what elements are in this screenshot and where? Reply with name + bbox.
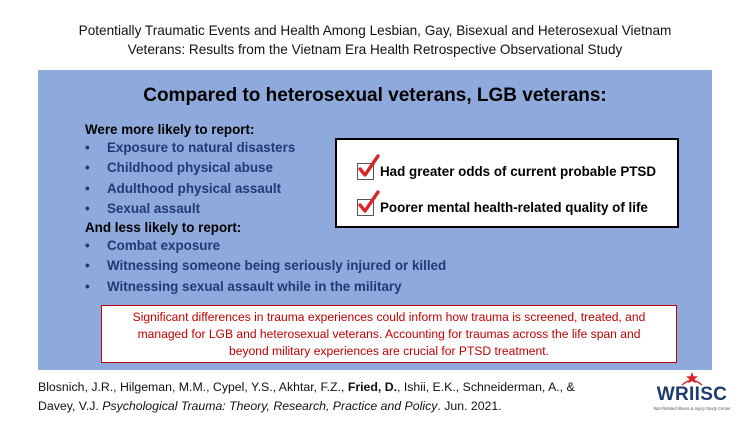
finding-ptsd <box>357 158 656 184</box>
list-item: • Childhood physical abuse <box>85 158 295 178</box>
title-line-2: Veterans: Results from the Vietnam Era Health Retrospective Observational Study <box>127 42 623 57</box>
citation <box>38 378 575 416</box>
finding-quality-of-life <box>357 194 648 220</box>
slide-title <box>0 21 750 59</box>
checkmark-icon <box>357 199 374 216</box>
citation-line-1: Blosnich, J.R., Hilgeman, M.M., Cypel, Y.S., Akhtar, F.Z., Fried, D., Ishii, E.K., Schneiderman, A., & <box>38 380 575 394</box>
key-findings-box <box>335 138 679 228</box>
bullet-icon: • <box>85 278 90 294</box>
less-likely-label: And less likely to report: <box>85 220 242 235</box>
more-likely-label: Were more likely to report: <box>85 122 255 137</box>
bullet-icon: • <box>85 238 90 253</box>
finding-ptsd-text: Had greater odds of current probable PTSD <box>380 163 657 179</box>
highlighted-author: Fried, D. <box>347 380 398 394</box>
implications-note <box>101 305 677 363</box>
checkmark-icon <box>357 163 374 180</box>
bullet-icon: • <box>85 140 90 155</box>
list-item: • Combat exposure <box>85 236 446 256</box>
list-item: • Exposure to natural disasters <box>85 138 295 158</box>
list-item: • Adulthood physical assault <box>85 179 295 199</box>
bullet-icon: • <box>85 258 90 274</box>
more-likely-list <box>85 138 295 220</box>
title-line-1: Potentially Traumatic Events and Health Among Lesbian, Gay, Bisexual and Heterosexual Vietnam <box>78 23 672 38</box>
bullet-icon: • <box>85 160 90 176</box>
summary-panel <box>38 70 712 370</box>
citation-line-2: Davey, V.J. Psychological Trauma: Theory, Research, Practice and Policy. Jun. 2021. <box>38 399 502 413</box>
logo-tagline: War Related Illness & Injury Study Center <box>653 406 731 411</box>
wriisc-logo <box>648 372 736 416</box>
list-item: • Sexual assault <box>85 199 295 219</box>
journal-name: Psychological Trauma: Theory, Research, Practice and Policy <box>102 399 438 413</box>
panel-heading: Compared to heterosexual veterans, LGB veterans: <box>143 85 607 106</box>
list-item: • Witnessing someone being seriously injured or killed <box>85 256 446 276</box>
bullet-icon: • <box>85 201 90 217</box>
bullet-icon: • <box>85 180 90 196</box>
implications-text: Significant differences in trauma experiences could inform how trauma is screened, treated, and managed for LGB and heterosexual veterans. Accounting for traumas across the life span and beyond military experiences are crucial for PTSD treatment. <box>132 309 646 358</box>
list-item: • Witnessing sexual assault while in the military <box>85 277 446 297</box>
logo-wordmark: WRIISC <box>656 384 728 405</box>
less-likely-list <box>85 236 446 297</box>
finding-quality-of-life-text: Poorer mental health-related quality of life <box>380 199 648 215</box>
